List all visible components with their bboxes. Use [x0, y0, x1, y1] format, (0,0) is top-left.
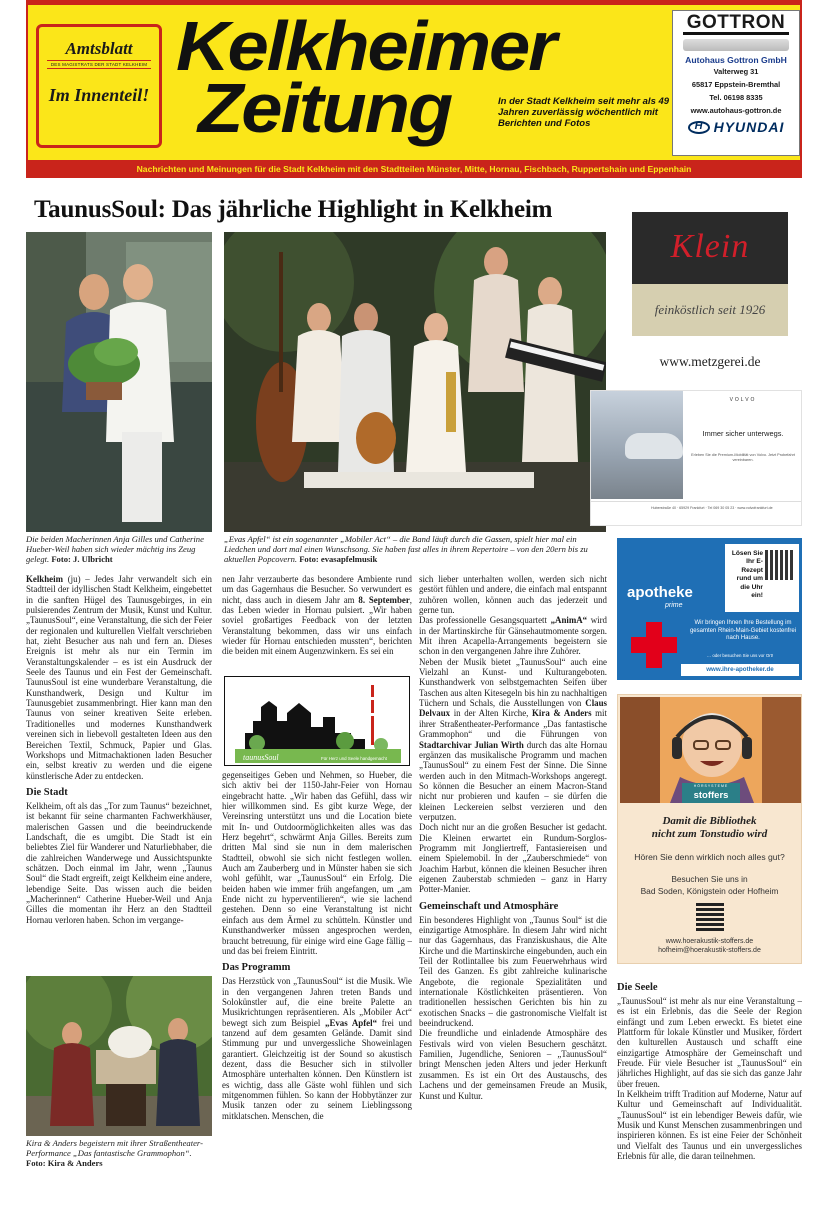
article-column-1: [26, 574, 212, 970]
stoffers-visit-line-1: Besuchen Sie uns in: [671, 874, 748, 884]
klein-wordmark: Klein: [670, 228, 750, 265]
subheading-das-programm: Das Programm: [222, 962, 291, 974]
ad-apotheke-prime[interactable]: [617, 538, 802, 680]
article-headline: TaunusSoul: Das jährliche Highlight in Kelkheim: [34, 196, 553, 223]
ad-metzgerei-klein[interactable]: [632, 212, 788, 336]
article-column-4: [617, 976, 802, 1176]
stoffers-email[interactable]: hofheim@hoerakustik-stoffers.de: [658, 947, 761, 954]
text-span: Das Herzstück von „TaunusSoul“ ist die Musik. Wie in den vergangenen Jahren treten Bands und Solokünstler auf, die eine breite Palette an Musikrichtungen repräsentieren. Als „Mobiler Act“ bewegt sich zum Beispiel: [222, 976, 412, 1028]
masthead-tagline: In der Stadt Kelkheim seit mehr als 49 Jahren zuverlässig wöchentlich mit Berichten und Fotos: [498, 96, 670, 129]
apotheke-erezept-box: [725, 544, 799, 612]
stoffers-visit-line-2: Bad Soden, Königstein oder Hofheim: [640, 886, 779, 896]
gottron-website[interactable]: www.autohaus-gottron.de: [690, 106, 782, 115]
performer-name: Kira & Anders: [532, 708, 592, 719]
gottron-phone: Tel. 06198 8335: [709, 93, 763, 102]
group-name: „AnimA“: [550, 615, 588, 626]
band-name: „Evas Apfel“: [325, 1017, 378, 1028]
stoffers-question: Hören Sie denn wirklich noch alles gut?: [634, 852, 785, 862]
pharmacy-cross-icon: [631, 622, 677, 668]
text-span: Das professionelle Gesangsquartett: [419, 615, 551, 626]
ad-volvo[interactable]: [590, 390, 802, 526]
apotheke-url[interactable]: www.ihre-apotheker.de: [681, 664, 799, 676]
caption-organizers-credit: Foto: J. Ulbricht: [51, 554, 113, 564]
article-paragraph: [222, 976, 412, 1121]
ad-hoerakustik-stoffers[interactable]: [617, 694, 802, 964]
masthead-subline: Nachrichten und Meinungen für die Stadt Kelkheim mit den Stadtteilen Münster, Mitte, Hornau, Fischbach, Ruppertshain und Eppenhain: [28, 160, 800, 178]
article-paragraph: [222, 574, 412, 657]
article-paragraph: sich lieber unterhalten wollen, werden sich nicht gestört fühlen und andere, die einfach mal entspannt zuhören wollen, können auch das jederzeit und gerne tun.: [419, 574, 607, 616]
metzgerei-url[interactable]: www.metzgerei.de: [659, 354, 761, 369]
caption-kira-anders-text: Kira & Anders begeistern mit ihrer Straßentheater-Performance „Das fantastische Grammophon“.: [26, 1138, 203, 1158]
hyundai-logo: [673, 119, 799, 135]
title-line-1: Kelkheimer: [176, 7, 555, 85]
stoffers-illustration: [620, 697, 801, 803]
stoffers-headline-line-2: nicht zum Tonstudio wird: [651, 828, 768, 840]
article-paragraph: [419, 615, 607, 656]
volvo-footer: Huberstraße 40 · 65929 Frankfurt · Tel 069 30 05 23 · www.volvofrankfurt.de: [591, 501, 801, 527]
article-paragraph: In Kelkheim trifft Tradition auf Moderne, Natur auf Kultur und Gemeinschaft auf Individualität. „TaunusSoul“ ist ein lebendiger Beweis dafür, wie Musik und Kunst Menschen zusammenbringen und inspirieren können. Es ist eine Feier der Schönheit und Vielfalt des Taunus und ein unvergessliches Erlebnis für alle, die daran teilnehmen.: [617, 1089, 802, 1162]
apotheke-wordmark: apotheke: [627, 584, 693, 601]
article-paragraph: Ein besonderes Highlight von „Taunus Soul“ ist die einzigartige Atmosphäre. In diesem Jahr wird nicht nur das Gagernhaus, das Franziskushaus, die Alte Kirche und die Martinskirche eingebunden, auch ein Teil der Rotlintallee bis zum Feuerwehrhaus wird Teil des Ganzen. Es gibt zahlreiche kulinarische Angebote, die regionale Spezialitäten und internationale Köstlichkeiten präsentieren. Von traditionellen hessischen Gerichten bis hin zu exotischen Snacks – die gastronomische Vielfalt ist beeindruckend.: [419, 914, 607, 1029]
amtsblatt-title: Amtsblatt: [65, 39, 133, 58]
gottron-car-image: [683, 39, 789, 51]
article-paragraph: „TaunusSoul“ ist mehr als nur eine Veranstaltung – es ist ein Erlebnis, das die Seele der Region einfängt und zum Leben erweckt. Es bietet eine Plattform für lokale Künstler und Musiker, fördert den kulturellen Austausch und schafft eine einzigartige Atmosphäre der Gemeinschaft und Freude. Für viele Besucher ist „TaunusSoul“ ein jährliches Highlight, auf das sie sich das ganze Jahr über freuen.: [617, 996, 802, 1089]
text-span: nen Jahr verzauberte das besondere Ambiente rund um das Gagernhaus die Besucher. So verwundert es nicht, dass auch in diesem Jahr am: [222, 574, 412, 605]
qr-code-icon[interactable]: [765, 550, 795, 580]
apotheke-hint: … oder besuchen Sie uns vor Ort!: [706, 653, 774, 658]
stoffers-headline-line-1: Damit die Bibliothek: [662, 815, 757, 827]
taunussoul-skyline-logo: [225, 677, 410, 766]
newspaper-title: [176, 7, 676, 147]
amtsblatt-note: Im Innenteil!: [48, 85, 150, 105]
caption-organizers: [26, 534, 212, 564]
article-paragraph: Doch nicht nur an die großen Besucher ist gedacht. Die Kleinen erwartet ein Rundum-Sorglos-Programm mit Jongliertreff, Fantasiereisen und einem Spielemobil. In der „Zauberschmiede“ von Joachim Harbut, können die kleinen Besucher ihren eigenen Zauberstab schmieden – ganz in Harry Potter-Manier.: [419, 822, 607, 895]
amtsblatt-subtitle: DES MAGISTRATS DER STADT KELKHEIM: [47, 60, 151, 69]
stoffers-logo-name: stoffers: [693, 790, 729, 801]
hyundai-wordmark: HYUNDAI: [713, 119, 785, 135]
caption-band-text: „Evas Apfel“ ist ein sogenannter „Mobiler Act“ – die Band läuft durch die Gassen, spielt hier mal ein Liedchen und dort mal einen Wunschsong. Sie haben fast alles in ihrem Repertoire – von den 20ern bis zu aktuellen Popcovern.: [224, 534, 588, 564]
gottron-company-name: Autohaus Gottron GmbH: [685, 55, 787, 65]
stoffers-headline: [618, 815, 801, 841]
caption-kira-anders-credit: Foto: Kira & Anders: [26, 1158, 103, 1168]
gottron-street: Valterweg 31: [713, 67, 759, 76]
article-column-3: [419, 574, 607, 1174]
ad-autohaus-gottron[interactable]: [672, 10, 800, 156]
klein-slogan: feinköstlich seit 1926: [632, 284, 788, 336]
title-line-2: Zeitung: [198, 69, 452, 147]
event-date: 8. September: [358, 594, 410, 605]
caption-kira-anders: [26, 1138, 212, 1168]
volvo-photo: [591, 391, 683, 499]
guide-name: Stadtarchivar Julian Wirth: [419, 739, 524, 750]
stoffers-logo-sub: HÖRSYSTEME: [693, 784, 729, 788]
article-lead: [26, 574, 212, 781]
article-paragraph: gegenseitiges Geben und Nehmen, so Hueber, die sich aktiv bei der 1150-Jahr-Feier von Hornau eingebracht hatte. „Wir haben das Gefühl, dass wir hier willkommen sind. Es gibt kurze Wege, der Vereinsring unterstützt uns und die Location biete mit In- und Outdoormöglichkeiten alles was das Herz begehrt“, schwärmt Anja Gilles. Bereits zum dritten Mal sind sie nun in dem malerischen Stadtteil, obwohl sie sich nicht festlegen wollen. Auch am Zauberberg und in Münster haben sie sich wohl gefühlt, war „TaunusSoul“ ein Erfolg. Die beiden haben wie immer früh angefangen, um „am Ende nicht zu hyperventilieren“, wie sie lachend gestehen. Denn so eine Veranstaltung ist nicht einfach aus dem Ärmel zu schütteln. Künstler und Kunsthandwerker müssen angesprochen werden, braucht betreuung, für einige wird eine Gage fällig – und das bei freiem Eintritt.: [222, 770, 412, 956]
masthead-top-rule: [28, 0, 800, 5]
stoffers-logo: [682, 783, 740, 803]
text-span: mit ihrer Straßentheater-Performance „Das fantastische Grammophon“ und die Führungen von: [419, 708, 607, 740]
photo-band-evas-apfel: [224, 232, 606, 532]
caption-organizers-text: Die beiden Macherinnen Anja Gilles und Catherine Hueber-Weil haben sich wieder mächtig ins Zeug gelegt.: [26, 534, 204, 564]
volvo-title: Immer sicher unterwegs.: [702, 429, 784, 438]
stoffers-contact: [618, 937, 801, 955]
caption-band: [224, 534, 606, 564]
subheading-die-stadt: Die Stadt: [26, 786, 68, 798]
apotheke-prime-label: prime: [665, 602, 683, 609]
photo-organizers: [26, 232, 212, 532]
hyundai-emblem-icon: [688, 121, 710, 134]
text-span: in der Alten Kirche,: [450, 708, 533, 719]
stoffers-visit: [618, 873, 801, 897]
gottron-city: 65817 Eppstein-Bremthal: [691, 80, 781, 89]
article-column-2-bottom: [222, 770, 412, 1170]
photo-band-illustration: [224, 232, 606, 532]
amtsblatt-badge[interactable]: [36, 24, 162, 148]
qr-code-icon[interactable]: [696, 903, 724, 931]
subheading-gemeinschaft: Gemeinschaft und Atmosphäre: [419, 900, 559, 912]
volvo-wordmark: VOLVO: [729, 397, 757, 403]
subheading-die-seele: Die Seele: [617, 982, 658, 993]
car-icon: [625, 433, 683, 459]
article-column-2-top: [222, 574, 412, 672]
apotheke-body: Wir bringen Ihnen Ihre Bestellung im gesamten Rhein-Main-Gebiet kostenfrei nach Hause.: [689, 620, 797, 641]
gottron-logo: GOTTRON: [683, 14, 790, 35]
logo-wordmark: taunusSoul: [243, 753, 279, 762]
stoffers-website[interactable]: www.hoerakustik-stoffers.de: [665, 938, 754, 945]
caption-band-credit: Foto: evasapfelmusik: [299, 554, 378, 564]
article-paragraph: Die freundliche und einladende Atmosphäre des Festivals wird von vielen Besuchern geschätzt. Familien, Jugendliche, Senioren – „TaunusSoul“ bringt Menschen jeden Alters und jeder Herkunft zusammen. Es ist ein Ort des Austauschs, des Lachens und der gemeinsamen Freude an Musik, Kunst und Kultur.: [419, 1028, 607, 1101]
text-span: frei und tanzend auf dem gesamten Gelände. Damit sind Stimmung pur und unvergessliche Showeinlagen garantiert. Gleichzeitig ist der Sound so akustisch dezent, dass die Besucher sich in stilvoller Atmosphäre unterhalten können. Den Künstlern ist es wichtig, dass alle Gäste wohl fühlen und sich mitgenommen fühlen. So kann der Hobbytänzer zur Musik tanzen oder zu seinem Lieblingssong mitklatschen. Menschen, die: [222, 1017, 412, 1121]
apotheke-erezept-text: Lösen Sie Ihr E-Rezept rund um die Uhr ein!: [731, 550, 763, 600]
artist-name: Claus Delvaux: [419, 698, 607, 719]
text-span: durch das alte Hornau ergänzen das musikalische Programm und machen „TaunusSoul“ zu einem Fest der Sinne. Die Sinne werden auch in den Mitmach-Workshops angeregt. So können die Besucher an einem Macron-Stand nicht nur probieren und kaufen – sie dürfen die kleinen Leckereien selbst verzieren und den verputzen.: [419, 739, 607, 822]
article-paragraph: [419, 657, 607, 823]
logo-slogan: Für Herz und Seele handgemacht: [321, 756, 387, 761]
photo-kira-anders: [26, 976, 212, 1136]
taunussoul-logo-box: [224, 676, 410, 766]
photo-organizers-illustration: [26, 232, 212, 532]
photo-kira-anders-illustration: [26, 976, 212, 1136]
article-lead-text: (ju) – Jedes Jahr verwandelt sich ein Stadtteil der idyllischen Stadt Kelkheim, eingebettet in die sanften Hügel des Taunusgebirges, in ein pulsierendes Zentrum der Musik, Kunst und Kultur. „TaunusSoul“, eine Veranstaltung, die sich der Feier der regionalen und kulturellen Vielfalt verschrieben hat, zieht Besucher aus nah und fern an. Dieses Ereignis ist mehr als nur ein Termin im Veranstaltungskalender – es ist ein Ausdruck der Seele des Taunus und ein Fest der Gemeinschaft. TaunusSoul ist eine wunderbare Veranstaltung, die Kunsthandwerk, Design und Kultur im Taunusgebiet zusammenbringt. Hier kann man den Taunus von seiner kreativen Seite erleben. Traditionelles und modernes Kunsthandwerk vereinen sich in liebevoll gestalteten Ideen aus den Bereichen Textil, Schmuck, Papier und Glas. Workshops und Mitmachaktionen laden Besucher ein, selbst kreativ zu werden und die eigene künstlerische Ader zu entdecken.: [26, 574, 212, 781]
text-span: Neben der Musik bietet „TaunusSoul“ auch eine Vielzahl an Kunst- und Kulturangeboten. Kunsthandwerk von selbstgemachten Seifen über Taschen aus alten Kitesegeln bis hin zu nachhaltigen Tüchern und Schals, die Ausstellungen von: [419, 656, 607, 709]
volvo-subtitle: Erleben Sie die Premium-Mobilität von Volvo. Jetzt Probefahrt vereinbaren.: [691, 453, 795, 462]
masthead: [26, 0, 802, 178]
article-dateline: Kelkheim: [26, 574, 63, 584]
text-span: wird in der Martinskirche für Gänsehautmomente sorgen. Mit ihren Acapella-Arrangements begeistern sie schon in den vergangenen Jahre ihre Zuhörer.: [419, 615, 607, 657]
article-paragraph: Kelkheim, oft als das „Tor zum Taunus“ bezeichnet, ist bekannt für seine charmanten Fachwerkhäuser, malerischen Gassen und die beeindruckende Landschaft, die es umgibt. Die Stadt ist ein beliebtes Ziel für Wanderer und Naturliebhaber, die die zahlreichen Wanderwege und Aussichtspunkte schätzen. Doch einmal im Jahr, wenn „Taunus Soul“ die Stadt ergreift, zeigt Kelkheim eine andere, lebendige Seite. Das wissen auch die beiden „Macherinnen“ Catherine Hueber-Weil und Anja Gilles die momentan ihr Herz an den Stadtteil Hornau verloren haben. Schon im vergange-: [26, 800, 212, 925]
text-span: , das Leben wieder in Hornau pulsiert. „Wir haben soviel großartiges Feedback von der letzten Veranstaltung bekommen, dass wir uns einfach wieder für Hornau entschieden mussten“, berichten die beiden mit einem Augenzwinkern. Es sei ein: [222, 594, 412, 657]
